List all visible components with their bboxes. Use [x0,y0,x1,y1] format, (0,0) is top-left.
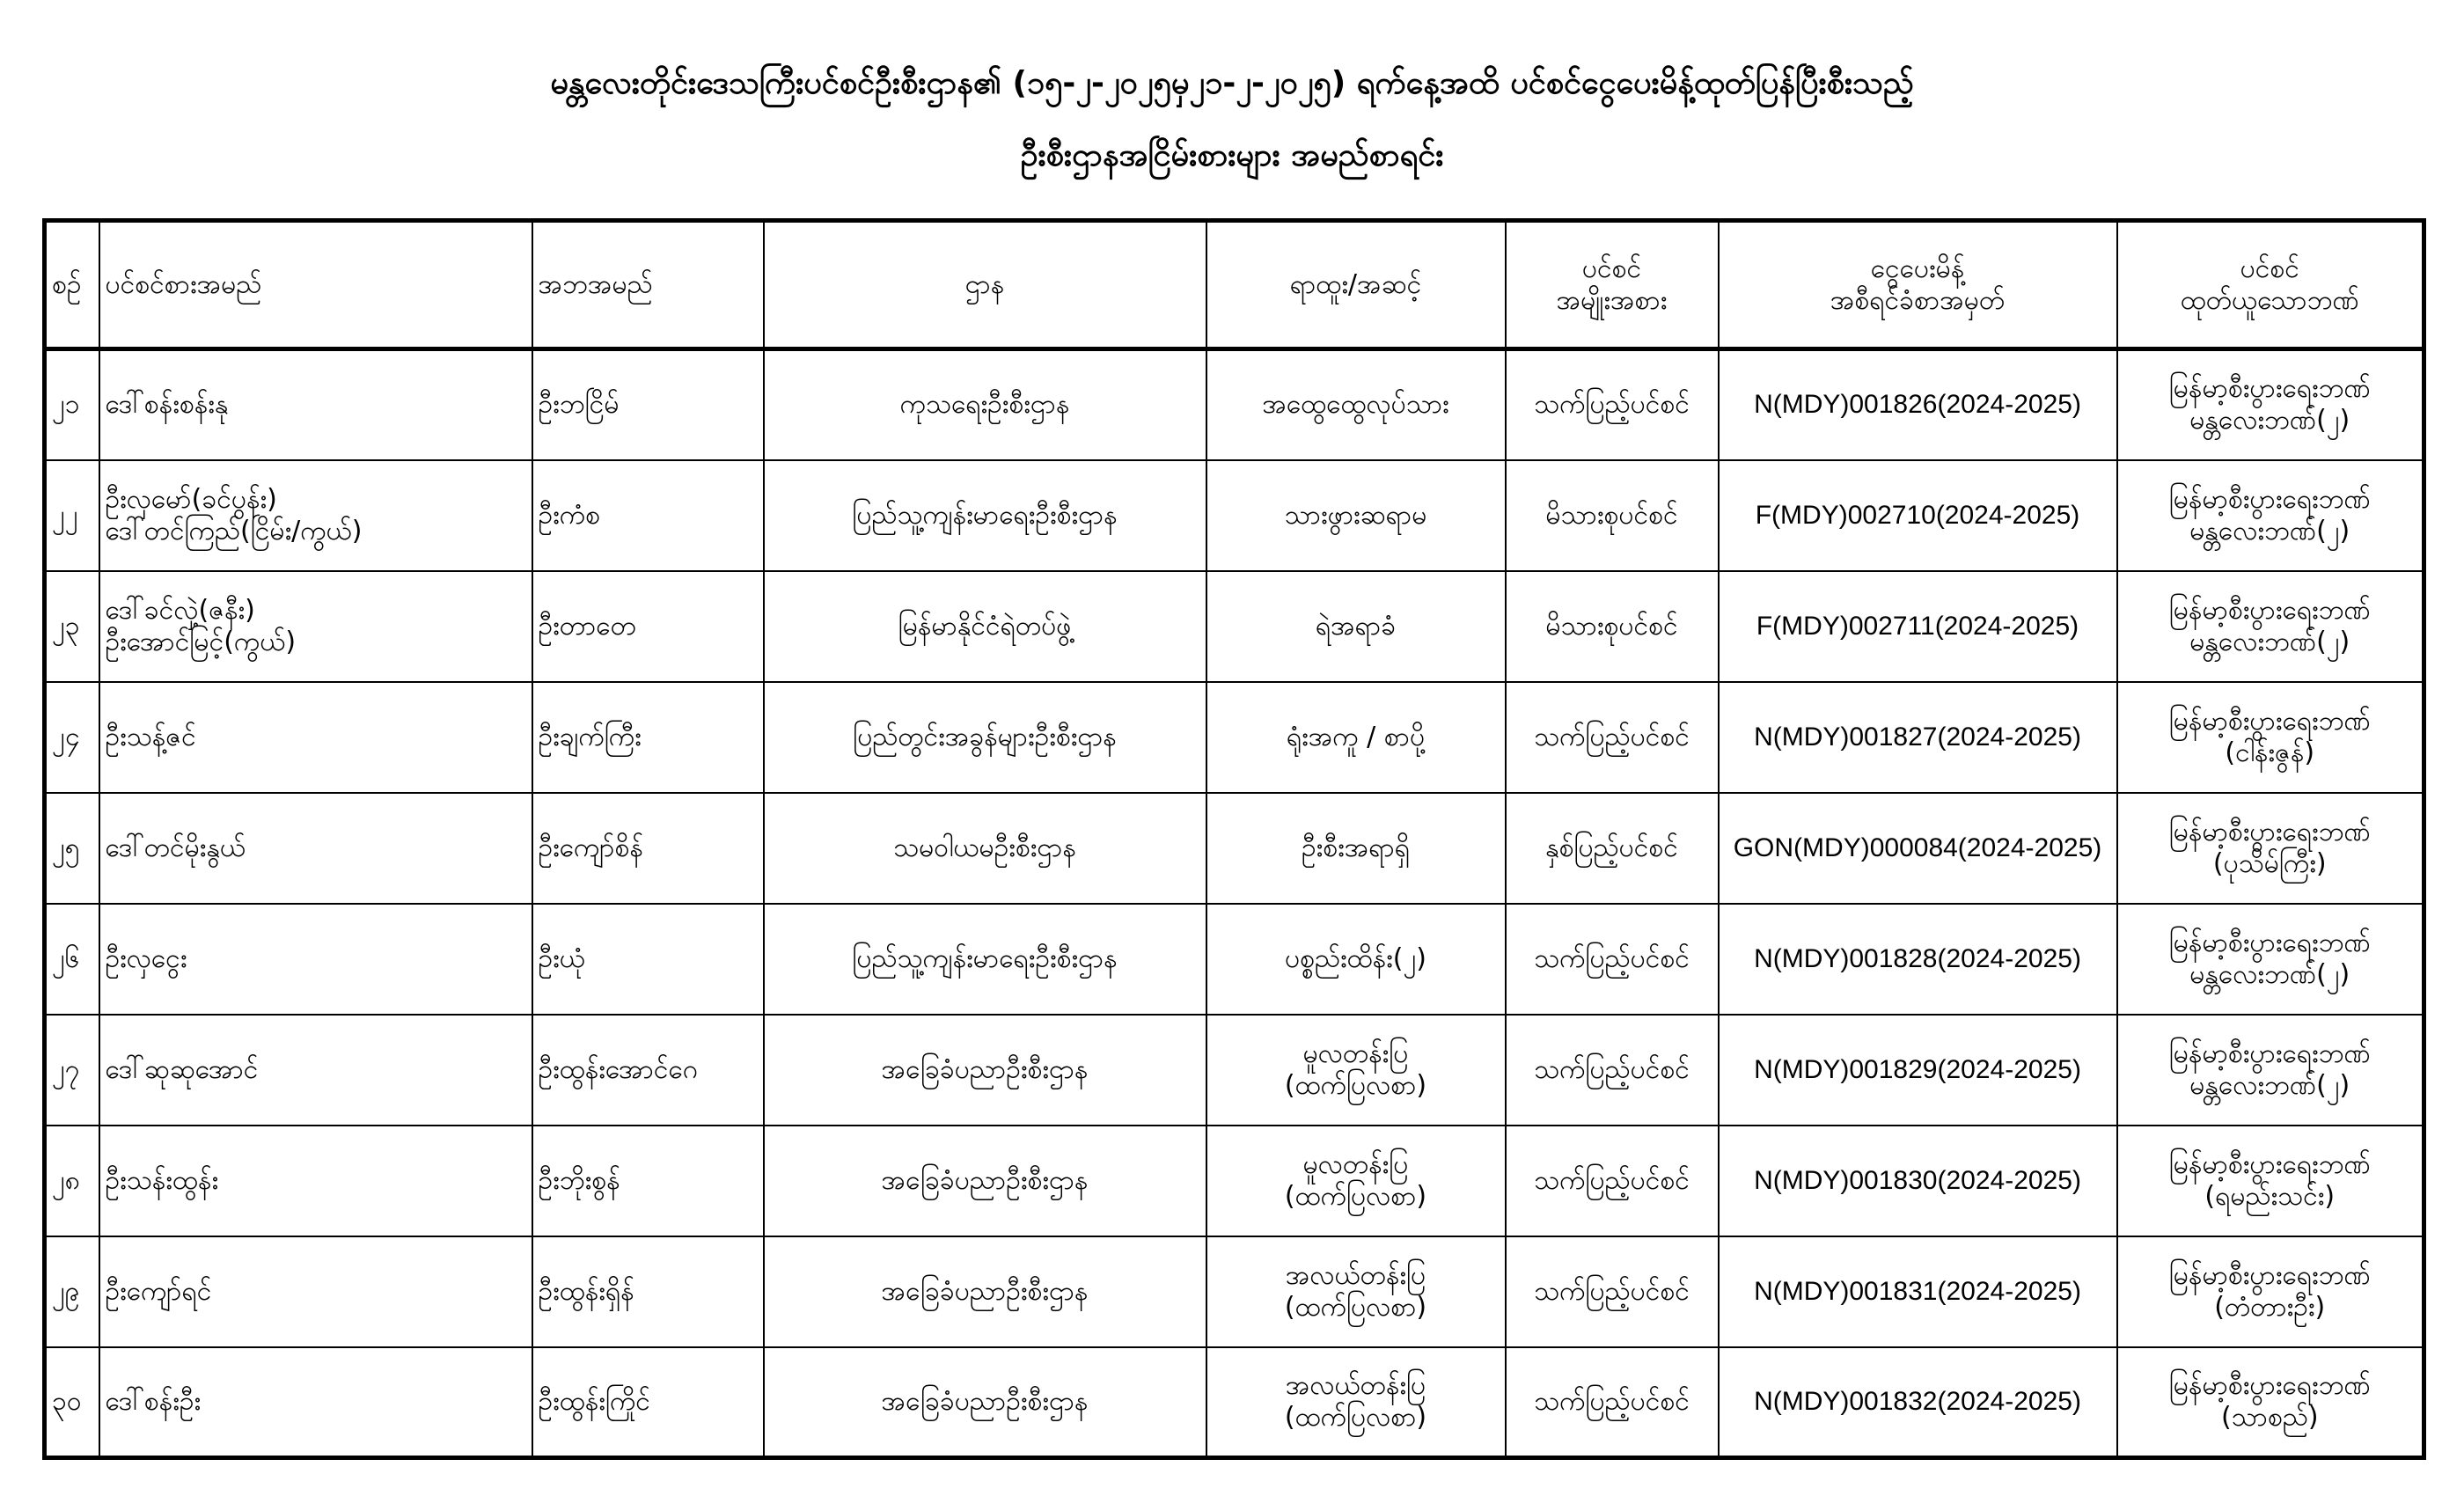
cell-department: အခြေခံပညာဦးစီးဌာန [764,1347,1206,1458]
cell-issuing-bank-line2: (ငါန်းဇွန်) [2225,737,2315,768]
header-issuing-bank-line2: ထုတ်ယူသောဘဏ် [2180,284,2359,316]
cell-father-name: ဦးတာတေ [532,571,764,682]
cell-issuing-bank-line1: မြန်မာ့စီးပွားရေးဘဏ် [2168,705,2371,737]
cell-rank [1206,1236,1506,1347]
cell-no: ၂၄ [45,682,99,793]
cell-reg-no: N(MDY)001831(2024-2025) [1719,1236,2117,1347]
cell-issuing-bank-line2: (တံတားဦး) [2214,1291,2326,1323]
header-pension-type-line2: အမျိုးအစား [1556,284,1668,316]
header-father: အဘအမည် [532,221,764,349]
cell-reg-no: N(MDY)001826(2024-2025) [1719,349,2117,460]
cell-no: ၂၆ [45,904,99,1015]
table-row [45,571,2424,682]
cell-father-name: ဦးယုံ [532,904,764,1015]
cell-pensioner-name-line1: ဦးသန်းထွန်း [105,1164,219,1196]
cell-pension-type: သက်ပြည့်ပင်စင် [1506,1126,1719,1236]
cell-pensioner-name [99,1015,532,1126]
cell-issuing-bank-line2: မန္တလေးဘဏ်(၂) [2189,958,2350,990]
table-row [45,1236,2424,1347]
cell-pensioner-name [99,1126,532,1236]
cell-pension-type: သက်ပြည့်ပင်စင် [1506,1236,1719,1347]
cell-department: အခြေခံပညာဦးစီးဌာန [764,1015,1206,1126]
cell-father-name: ဦးကံစ [532,460,764,571]
cell-father-name: ဦးဘိုးစွန် [532,1126,764,1236]
cell-reg-no: F(MDY)002710(2024-2025) [1719,460,2117,571]
cell-rank [1206,1347,1506,1458]
cell-issuing-bank-line1: မြန်မာ့စီးပွားရေးဘဏ် [2168,1038,2371,1069]
cell-issuing-bank [2117,1236,2424,1347]
header-no: စဉ် [45,221,99,349]
cell-pension-type: နှစ်ပြည့်ပင်စင် [1506,793,1719,904]
cell-rank-line2: (ထက်ပြလစာ) [1284,1291,1427,1323]
cell-pensioner-name-line2: ဦးအောင်မြင့်(ကွယ်) [105,626,297,657]
cell-pensioner-name-line1: ဦးလှငွေး [105,942,187,974]
cell-pensioner-name-line1: ဦးလှမော်(ခင်ပွန်း) [105,483,277,515]
cell-issuing-bank-line2: မန္တလေးဘဏ်(၂) [2189,405,2350,436]
cell-department: အခြေခံပညာဦးစီးဌာန [764,1126,1206,1236]
cell-pensioner-name-line1: ဦးသန့်ဇင် [105,721,196,752]
table-header-row [45,221,2424,349]
cell-issuing-bank [2117,682,2424,793]
cell-issuing-bank [2117,1347,2424,1458]
cell-rank [1206,682,1506,793]
table-row [45,904,2424,1015]
cell-pension-type: သက်ပြည့်ပင်စင် [1506,1347,1719,1458]
header-department: ဌာန [764,221,1206,349]
table-row [45,349,2424,460]
cell-father-name: ဦးကျော်စိန် [532,793,764,904]
cell-rank-line2: (ထက်ပြလစာ) [1284,1180,1427,1212]
header-issuing-bank [2117,221,2424,349]
cell-rank [1206,904,1506,1015]
cell-pensioner-name [99,460,532,571]
cell-pensioner-name [99,1236,532,1347]
cell-no: ၂၁ [45,349,99,460]
cell-no: ၃၀ [45,1347,99,1458]
cell-pensioner-name-line1: ဒေါ်စန်းဦး [105,1385,202,1417]
cell-reg-no: N(MDY)001827(2024-2025) [1719,682,2117,793]
cell-pensioner-name [99,904,532,1015]
cell-issuing-bank-line1: မြန်မာ့စီးပွားရေးဘဏ် [2168,373,2371,405]
cell-issuing-bank-line1: မြန်မာ့စီးပွားရေးဘဏ် [2168,483,2371,515]
document-title: မန္တလေးတိုင်းဒေသကြီးပင်စင်ဦးစီးဌာန၏ (၁၅-၂-၂၀၂၅မှ၂၁-၂-၂၀၂၅) ရက်နေ့အထိ ပင်စင်ငွေပေးမိန့်ထုတ်ပြန်ပြီးစီးသည့် [550,65,1914,101]
cell-reg-no: F(MDY)002711(2024-2025) [1719,571,2117,682]
cell-no: ၂၃ [45,571,99,682]
table-row [45,793,2424,904]
cell-pensioner-name [99,571,532,682]
cell-issuing-bank-line1: မြန်မာ့စီးပွားရေးဘဏ် [2168,927,2371,958]
cell-department: မြန်မာနိုင်ငံရဲတပ်ဖွဲ့ [764,571,1206,682]
cell-issuing-bank-line1: မြန်မာ့စီးပွားရေးဘဏ် [2168,1259,2371,1291]
cell-rank [1206,349,1506,460]
cell-issuing-bank [2117,571,2424,682]
cell-reg-no: N(MDY)001830(2024-2025) [1719,1126,2117,1236]
cell-father-name: ဦးထွန်းရှိန် [532,1236,764,1347]
cell-reg-no: N(MDY)001832(2024-2025) [1719,1347,2117,1458]
header-rank: ရာထူး/အဆင့် [1206,221,1506,349]
cell-pensioner-name-line1: ဒေါ်ခင်လှဲ့(ဇနီး) [105,594,255,626]
cell-rank-line1: ရုံးအကူ / စာပို့ [1286,721,1426,752]
cell-pension-type: မိသားစုပင်စင် [1506,460,1719,571]
cell-rank-line1: အလယ်တန်းပြ [1285,1259,1426,1291]
cell-rank-line1: ရဲအရာခံ [1315,610,1397,642]
cell-issuing-bank-line2: (သာစည်) [2220,1401,2319,1433]
cell-pension-type: သက်ပြည့်ပင်စင် [1506,1015,1719,1126]
cell-issuing-bank [2117,1126,2424,1236]
cell-pensioner-name [99,793,532,904]
cell-issuing-bank [2117,349,2424,460]
table-row [45,1126,2424,1236]
table-row [45,460,2424,571]
cell-issuing-bank [2117,793,2424,904]
cell-department: ပြည်သူ့ကျန်းမာရေးဦးစီးဌာန [764,904,1206,1015]
cell-no: ၂၇ [45,1015,99,1126]
cell-department: အခြေခံပညာဦးစီးဌာန [764,1236,1206,1347]
cell-father-name: ဦးချက်ကြီး [532,682,764,793]
cell-pensioner-name-line2: ဒေါ်တင်ကြည်(ငြိမ်း/ကွယ်) [105,515,363,546]
cell-issuing-bank-line2: မန္တလေးဘဏ်(၂) [2189,1069,2350,1101]
cell-rank-line2: (ထက်ပြလစာ) [1284,1401,1427,1433]
cell-issuing-bank [2117,1015,2424,1126]
header-issuing-bank-line1: ပင်စင် [2240,253,2299,284]
cell-issuing-bank-line2: (ရမည်းသင်း) [2204,1180,2336,1212]
pension-roster-table [42,218,2426,1460]
document-subtitle: ဦးစီးဌာနအငြိမ်းစားများ အမည်စာရင်း [1020,137,1444,173]
cell-no: ၂၉ [45,1236,99,1347]
cell-rank-line1: ပစ္စည်းထိန်း(၂) [1285,942,1426,974]
cell-no: ၂၅ [45,793,99,904]
cell-father-name: ဦးထွန်းအောင်ဂေ [532,1015,764,1126]
header-name: ပင်စင်စားအမည် [99,221,532,349]
table-row [45,1347,2424,1458]
cell-rank-line1: မူလတန်းပြ [1302,1148,1409,1180]
cell-rank [1206,571,1506,682]
cell-department: ပြည်သူ့ကျန်းမာရေးဦးစီးဌာန [764,460,1206,571]
table-body [45,349,2424,1458]
header-reg-no-line1: ငွေပေးမိန့် [1870,253,1965,284]
cell-issuing-bank-line2: (ပုသိမ်ကြီး) [2212,847,2327,879]
cell-pension-type: သက်ပြည့်ပင်စင် [1506,904,1719,1015]
cell-rank-line1: သားဖွားဆရာမ [1284,499,1427,531]
cell-pensioner-name-line1: ဒေါ်ဆုဆုအောင် [105,1053,259,1085]
cell-reg-no: N(MDY)001828(2024-2025) [1719,904,2117,1015]
cell-rank-line1: အလယ်တန်းပြ [1285,1369,1426,1401]
cell-rank [1206,1126,1506,1236]
header-reg-no-line2: အစီရင်ခံစာအမှတ် [1830,284,2006,316]
header-pension-type [1506,221,1719,349]
cell-rank-line2: (ထက်ပြလစာ) [1284,1069,1427,1101]
cell-pension-type: သက်ပြည့်ပင်စင် [1506,682,1719,793]
table-row [45,1015,2424,1126]
cell-issuing-bank [2117,904,2424,1015]
cell-department: သမဝါယမဦးစီးဌာန [764,793,1206,904]
header-reg-no [1719,221,2117,349]
cell-no: ၂၈ [45,1126,99,1236]
cell-father-name: ဦးထွန်းကြိုင် [532,1347,764,1458]
cell-pensioner-name-line1: ဒေါ်တင်မိုးနွယ် [105,832,246,863]
cell-issuing-bank-line1: မြန်မာ့စီးပွားရေးဘဏ် [2168,816,2371,847]
cell-pensioner-name-line1: ဦးကျော်ရင် [105,1275,212,1307]
cell-rank [1206,1015,1506,1126]
cell-issuing-bank-line2: မန္တလေးဘဏ်(၂) [2189,626,2350,657]
cell-rank-line1: အထွေထွေလုပ်သား [1262,389,1449,421]
cell-issuing-bank-line1: မြန်မာ့စီးပွားရေးဘဏ် [2168,1148,2371,1180]
cell-pensioner-name [99,349,532,460]
cell-pension-type: မိသားစုပင်စင် [1506,571,1719,682]
cell-reg-no: GON(MDY)000084(2024-2025) [1719,793,2117,904]
cell-rank [1206,793,1506,904]
cell-no: ၂၂ [45,460,99,571]
cell-rank [1206,460,1506,571]
cell-rank-line1: ဦးစီးအရာရှိ [1301,832,1411,863]
header-pension-type-line1: ပင်စင် [1581,253,1642,284]
table-row [45,682,2424,793]
cell-issuing-bank-line1: မြန်မာ့စီးပွားရေးဘဏ် [2168,594,2371,626]
cell-pensioner-name-line1: ဒေါ်စန်းစန်းနု [105,389,229,421]
cell-rank-line1: မူလတန်းပြ [1302,1038,1409,1069]
cell-reg-no: N(MDY)001829(2024-2025) [1719,1015,2117,1126]
cell-pensioner-name [99,682,532,793]
cell-department: ပြည်တွင်းအခွန်များဦးစီးဌာန [764,682,1206,793]
cell-issuing-bank-line2: မန္တလေးဘဏ်(၂) [2189,515,2350,546]
cell-pensioner-name [99,1347,532,1458]
cell-issuing-bank-line1: မြန်မာ့စီးပွားရေးဘဏ် [2168,1369,2371,1401]
cell-issuing-bank [2117,460,2424,571]
cell-pension-type: သက်ပြည့်ပင်စင် [1506,349,1719,460]
cell-father-name: ဦးဘငြိမ် [532,349,764,460]
cell-department: ကုသရေးဦးစီးဌာန [764,349,1206,460]
